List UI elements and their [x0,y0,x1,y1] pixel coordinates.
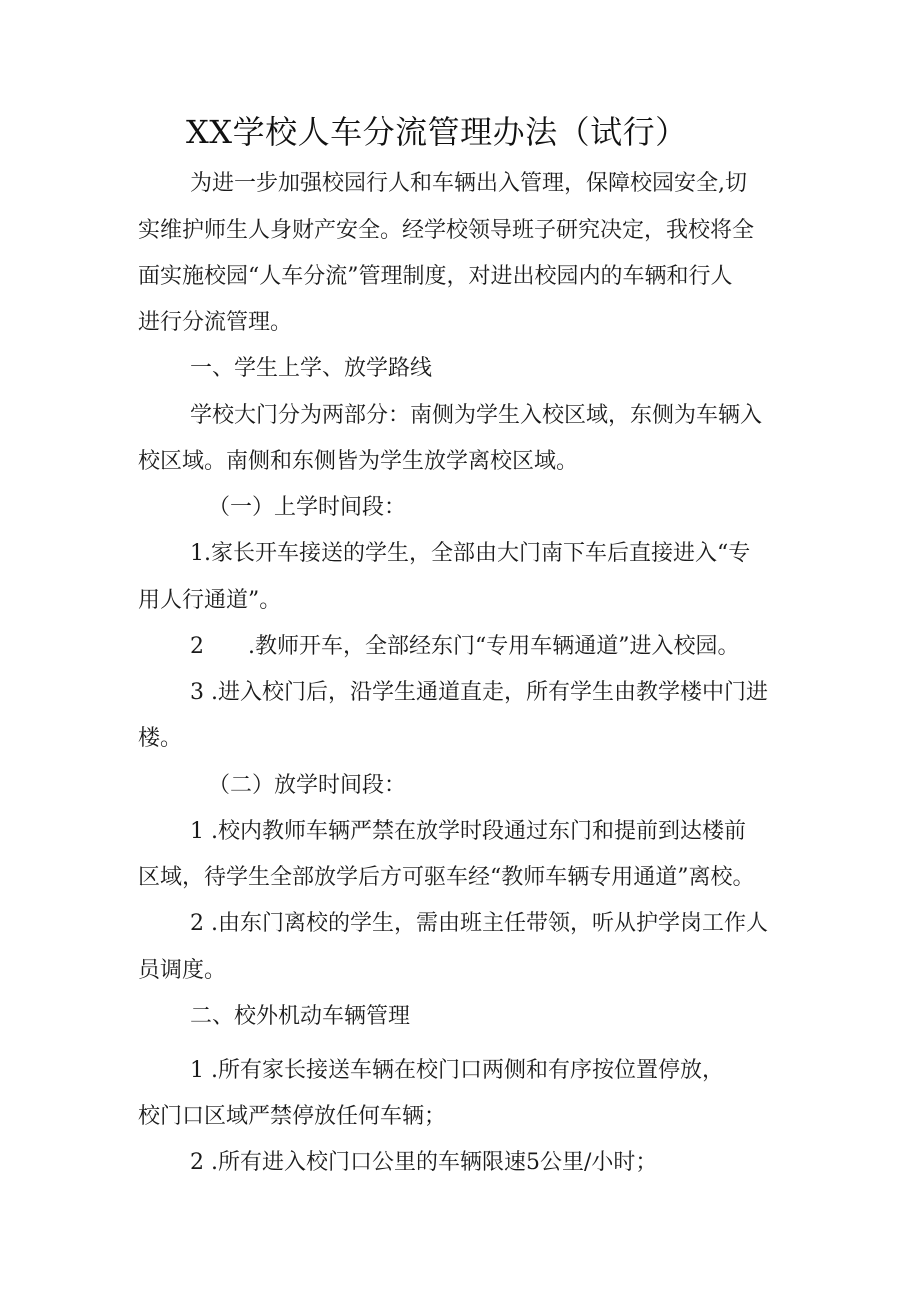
list-item-line: 3 .进入校门后，沿学生通道直走，所有学生由教学楼中门进 [190,680,768,705]
list-item-line: 1 .校内教师车辆严禁在放学时段通过东门和提前到达楼前 [190,819,746,844]
paragraph-line: 校区域。南侧和东侧皆为学生放学离校区域。 [138,449,579,474]
paragraph-line: 实维护师生人身财产安全。经学校领导班子研究决定，我校将全 [138,218,755,243]
list-item-line: 用人行通道”。 [138,588,282,613]
paragraph-line: 进行分流管理。 [138,310,293,335]
list-item-line: 楼。 [138,726,183,751]
subsection-heading: （一）上学时间段： [208,495,407,520]
section-heading: 一、学生上学、放学路线 [190,356,433,381]
list-item-line: 2 .教师开车，全部经东门“专用车辆通道”进入校园。 [190,634,740,659]
list-item-line: 2 .由东门离校的学生，需由班主任带领，听从护学岗工作人 [190,911,768,936]
section-heading: 二、校外机动车辆管理 [190,1004,411,1029]
list-item-line: 校门口区域严禁停放任何车辆； [138,1104,447,1129]
paragraph-line: 学校大门分为两部分：南侧为学生入校区域，东侧为车辆入 [190,403,763,428]
list-item-line: 2 .所有进入校门口公里的车辆限速5公里/小时； [190,1150,658,1175]
paragraph-line: 面实施校园“人车分流”管理制度，对进出校园内的车辆和行人 [138,264,733,289]
subsection-heading: （二）放学时间段： [208,773,407,798]
document-title: XX学校人车分流管理办法（试行） [186,113,688,151]
list-item-line: 员调度。 [138,958,227,983]
list-item-line: 1 .所有家长接送车辆在校门口两侧和有序按位置停放， [190,1058,724,1083]
paragraph-line: 为进一步加强校园行人和车辆出入管理，保障校园安全,切 [190,171,747,196]
list-item-line: 区域，待学生全部放学后方可驱车经“教师车辆专用通道”离校。 [138,865,755,890]
list-item-line: 1.家长开车接送的学生，全部由大门南下车后直接进入“专 [190,541,751,566]
